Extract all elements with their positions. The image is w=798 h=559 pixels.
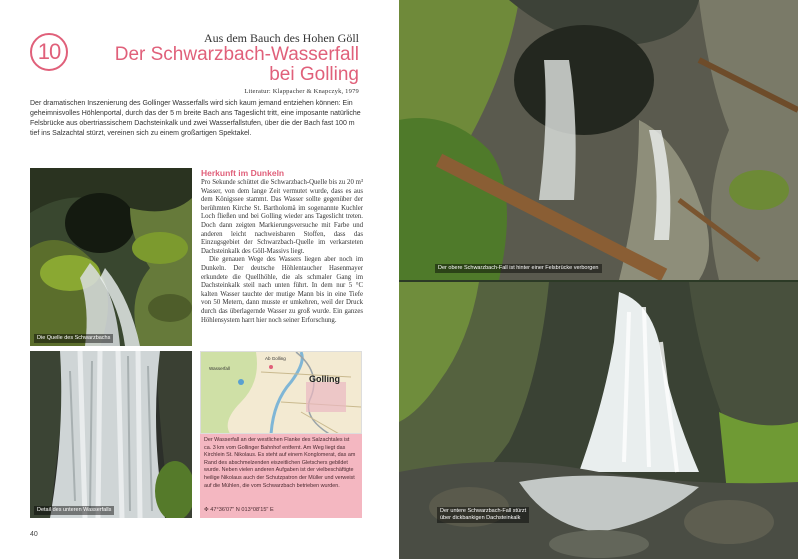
title-line-1: Der Schwarzbach-Wasserfall: [114, 44, 359, 65]
caption-upper-fall: Der obere Schwarzbach-Fall ist hinter einer Felsbrücke verborgen: [435, 264, 602, 273]
source-photo-illustration: [30, 168, 192, 346]
caption-lower-fall-line1: Der untere Schwarzbach-Fall stürzt: [440, 508, 527, 514]
crosshair-icon: ✜: [204, 507, 211, 514]
page-number: 40: [30, 531, 38, 538]
map-illustration: [201, 352, 362, 434]
section-body: [201, 179, 363, 325]
page-kicker: Aus dem Bauch des Hohen Göll: [204, 31, 359, 45]
body-paragraph-1: Pro Sekunde schüttet die Schwarzbach-Quelle bis zu 20 m³ Wasser, von dem lange Zeit vermutet wurde, dass es aus dem Königssee stammt. Das Wasser sollte gegenüber der berühmten Kirche St. Bartholomä im sogenannte Kuchler Loch fließen und bei Golling wieder ans Tageslicht treten. Doch dann zeigten Markierungsversuche mit Farbe und anderen leicht nachweisbaren Stoffen, dass das Einzugsgebiet der Schwarzbach-Quelle im verkarsteten Dachsteinkalk des Göll-Massivs liegt.: [201, 179, 363, 255]
coordinates: [204, 507, 274, 515]
map-town-label: Golling: [309, 374, 340, 384]
caption-lower-fall: [437, 507, 529, 523]
caption-lower-detail: Detail des unteren Wasserfalls: [34, 506, 114, 515]
info-box: [200, 434, 362, 518]
caption-lower-fall-line2: über dickbankigen Dachsteinkalk: [440, 515, 521, 521]
map-label-b: Ab Golling: [265, 356, 286, 361]
photo-lower-detail: [30, 351, 192, 518]
title-line-2: bei Golling: [269, 64, 359, 85]
caption-source: Die Quelle des Schwarzbachs: [34, 334, 113, 343]
info-box-text: Der Wasserfall an der westlichen Flanke des Salzachtales ist ca. 3 km vom Gollinger Bahnhof entfernt. Am Weg liegt das Kirchlein St. Nikolaus. Es steht auf einem Konglomerat, das am Rand des abschmelzenden eiszeitlichen Gletschers gebildet wurde. Neben vielen anderen Aufgaben ist der vielbeschäftigte heilige Nikolaus auch der Schutzpatron der Müller und verweist auf die Mühlen, die vom Schwarzbach betrieben wurden.: [204, 437, 356, 489]
page-title: [115, 45, 359, 85]
tour-number-badge: 10: [30, 33, 68, 71]
body-paragraph-2: Die genauen Wege des Wassers liegen aber noch im Dunkeln. Der deutsche Höhlentaucher Hasenmayer erkundete die Quellhöhle, die als schmaler Gang im Dachsteinkalk steil nach unten führt. In dem nur 5 °C kalten Wasser tauchte der mutige Mann bis in eine Tiefe von 50 Metern, dann musste er umkehren, weil der Druck durch das überlagernde Wasser zu groß wurde. Ein ganzes Höhlensystem harrt hier noch seiner Erforschung.: [201, 256, 363, 324]
map-label-waterfall: Wasserfall: [209, 366, 230, 371]
photo-source: [30, 168, 192, 346]
coordinates-text: 47°36'07" N 013°08'15" E: [210, 507, 274, 514]
section-heading: Herkunft im Dunkeln: [201, 168, 285, 178]
photo-upper-fall: [399, 0, 798, 280]
location-map: [200, 351, 362, 434]
photo-lower-fall: [399, 282, 798, 559]
lead-paragraph: Der dramatischen Inszenierung des Gollinger Wasserfalls wird sich kaum jemand entziehen können: Ein geheimnisvolles Höhlenportal, durch das der 5 m breite Bach ans Tageslicht tritt, eine imposante natürliche Felsbrücke aus obertriassischem Dachsteinkalk und zwei Wasserfallstufen, über die der Bach fast 100 m tief ins Salzachtal stürzt, vereinen sich zu einem großartigen Spektakel.: [30, 100, 361, 137]
literature-reference: Literatur: Klappacher & Knapczyk, 1979: [244, 88, 359, 95]
upper-fall-photo-illustration: [399, 0, 798, 280]
lower-detail-photo-illustration: [30, 351, 192, 518]
right-page: [399, 0, 798, 559]
